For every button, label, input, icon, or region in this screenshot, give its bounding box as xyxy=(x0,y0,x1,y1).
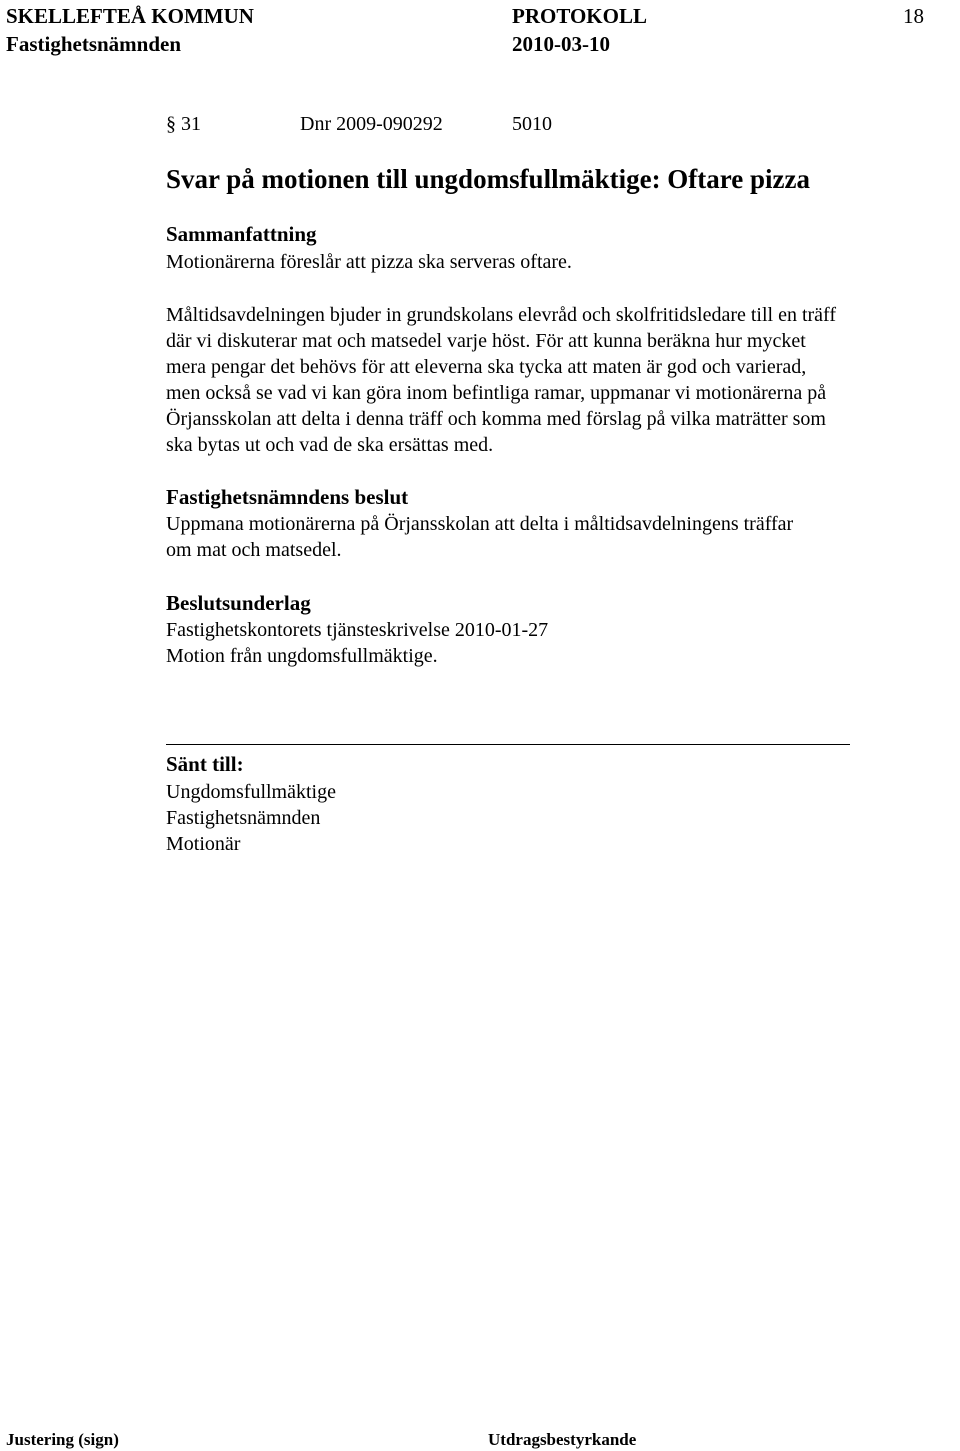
summary-line: Motionärerna föreslår att pizza ska serveras oftare. xyxy=(166,251,572,273)
page-number: 18 xyxy=(903,4,924,28)
committee-name: Fastighetsnämnden xyxy=(6,32,182,56)
decision-line: om mat och matsedel. xyxy=(166,539,342,561)
footer-utdragsbestyrkande: Utdragsbestyrkande xyxy=(488,1430,637,1449)
basis-heading: Beslutsunderlag xyxy=(166,591,311,615)
body-line: Måltidsavdelningen bjuder in grundskolans elevråd och skolfritidsledare till en träff xyxy=(166,304,837,326)
basis-item: Motion från ungdomsfullmäktige. xyxy=(166,645,438,667)
document-date: 2010-03-10 xyxy=(512,32,610,56)
document-type: PROTOKOLL xyxy=(512,4,647,28)
basis-list xyxy=(166,617,936,669)
case-title: Svar på motionen till ungdomsfullmäktige: Oftare pizza xyxy=(166,164,811,194)
decision-heading: Fastighetsnämndens beslut xyxy=(166,485,409,509)
sent-to-heading: Sänt till: xyxy=(166,752,244,776)
recipient: Motionär xyxy=(166,833,241,855)
body-line: där vi diskuterar mat och matsedel varje höst. För att kunna beräkna hur mycket xyxy=(166,330,806,352)
body-line: ska bytas ut och vad de ska ersättas med. xyxy=(166,434,494,456)
recipient: Fastighetsnämnden xyxy=(166,807,321,829)
body-line: men också se vad vi kan göra inom befintliga ramar, uppmanar vi motionärerna på xyxy=(166,382,827,404)
paragraph-number: § 31 xyxy=(166,113,201,135)
summary-heading: Sammanfattning xyxy=(166,222,317,246)
decision-line: Uppmana motionärerna på Örjansskolan att delta i måltidsavdelningens träffar xyxy=(166,513,794,535)
case-code: 5010 xyxy=(512,113,552,135)
body-line: Örjansskolan att delta i denna träff och komma med förslag på vilka maträtter som xyxy=(166,408,826,430)
recipient: Ungdomsfullmäktige xyxy=(166,781,336,803)
recipient-list xyxy=(166,779,936,857)
case-dnr: Dnr 2009-090292 xyxy=(300,113,443,135)
separator-rule xyxy=(166,744,850,745)
body-line: mera pengar det behövs för att eleverna ska tycka att maten är god och varierad, xyxy=(166,356,807,378)
footer-justering: Justering (sign) xyxy=(6,1430,119,1449)
municipality-name: SKELLEFTEÅ KOMMUN xyxy=(6,4,254,28)
basis-item: Fastighetskontorets tjänsteskrivelse 2010-01-27 xyxy=(166,619,549,641)
decision-text xyxy=(166,511,936,563)
summary-text xyxy=(166,249,936,275)
body-paragraph xyxy=(166,302,936,458)
